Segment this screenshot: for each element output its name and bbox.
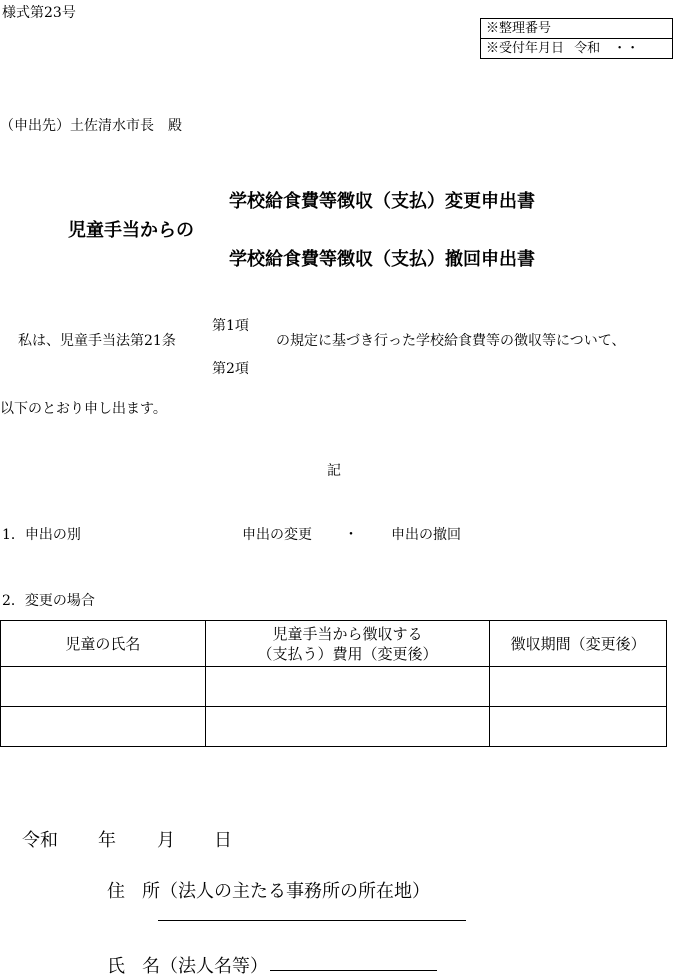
address-label-1: 住 — [107, 881, 125, 902]
date-month: 月 — [157, 830, 175, 851]
table-row — [1, 707, 667, 747]
name-label-1: 氏 — [107, 956, 125, 977]
child-name-cell[interactable] — [1, 707, 206, 747]
receipt-box — [480, 18, 673, 59]
section2-heading: 2．変更の場合 — [2, 593, 95, 609]
title-withdraw: 学校給食費等徴収（支払）撤回申出書 — [229, 249, 535, 270]
header-child-name: 児童の氏名 — [1, 621, 206, 667]
option-change: 申出の変更 — [242, 527, 312, 543]
child-name-cell[interactable] — [1, 667, 206, 707]
addressee: （申出先）土佐清水市長 殿 — [0, 118, 182, 134]
date-era: 令和 — [22, 830, 58, 851]
statement-part2: の規定に基づき行った学校給食費等の徴収等について、 — [276, 333, 626, 349]
date-day: 日 — [214, 830, 232, 851]
statement-continuation: 以下のとおり申し出ます。 — [0, 401, 167, 417]
clause-option-1: 第1項 — [212, 318, 249, 334]
title-prefix: 児童手当からの — [68, 220, 194, 241]
change-table — [0, 620, 667, 747]
received-date-label: ※受付年月日 — [486, 41, 565, 56]
received-date-row — [481, 38, 672, 58]
date-year: 年 — [98, 830, 116, 851]
form-number: 様式第23号 — [2, 5, 76, 21]
header-fee-line2: （支払う）費用（変更後） — [257, 644, 438, 663]
header-fee-line1: 児童手当から徴収する — [272, 624, 423, 643]
name-field-line[interactable] — [270, 970, 437, 971]
fee-cell[interactable] — [205, 707, 490, 747]
header-fee — [205, 621, 490, 667]
period-cell[interactable] — [490, 667, 667, 707]
address-label-2: 所（法人の主たる事務所の所在地） — [142, 881, 430, 902]
name-label-2: 名（法人名等） — [142, 956, 268, 977]
statement-part1: 私は、児童手当法第21条 — [18, 333, 176, 349]
section1-heading: 1．申出の別 — [2, 527, 81, 543]
received-date-value: 令和 ・・ — [574, 41, 640, 56]
clause-option-2: 第2項 — [212, 361, 249, 377]
reference-number-label: ※整理番号 — [486, 21, 552, 36]
table-header-row — [1, 621, 667, 667]
period-cell[interactable] — [490, 707, 667, 747]
option-separator: ・ — [344, 527, 358, 543]
title-change: 学校給食費等徴収（支払）変更申出書 — [229, 191, 535, 212]
header-period: 徴収期間（変更後） — [490, 621, 667, 667]
fee-cell[interactable] — [205, 667, 490, 707]
table-row — [1, 667, 667, 707]
option-withdraw: 申出の撤回 — [391, 527, 461, 543]
address-field-line[interactable] — [158, 920, 466, 921]
ki-heading: 記 — [327, 463, 341, 479]
